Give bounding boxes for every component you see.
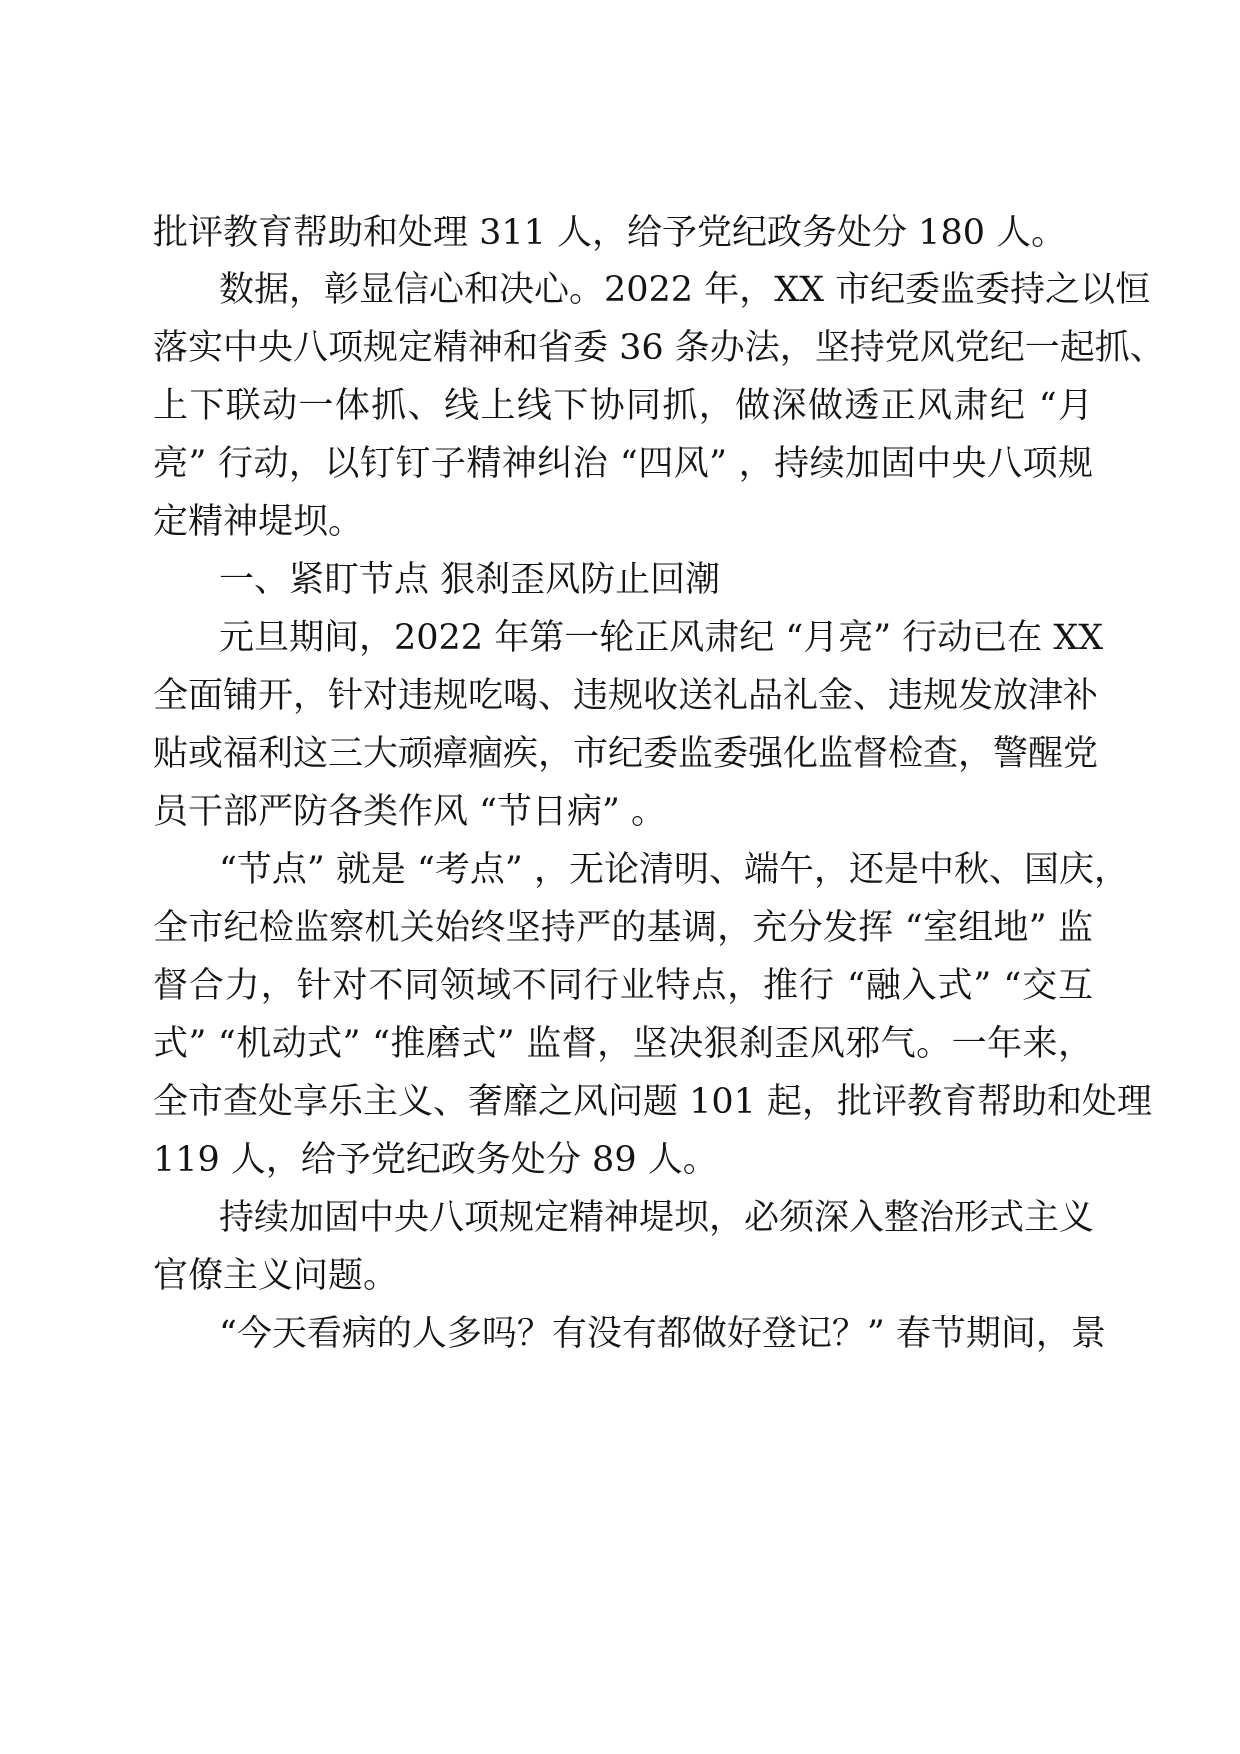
text-line: 贴或福利这三大顽瘴痼疾，市纪委监委强化监督检查，警醒党 [153,734,1099,774]
text-line: 式” “机动式” “推磨式” 监督，坚决狠刹歪风邪气。一年来， [153,1024,1093,1064]
text-line: “今天看病的人多吗？有没有都做好登记？” 春节期间，景 [219,1314,1106,1354]
text-line: 全市查处享乐主义、奢靡之风问题 101 起，批评教育帮助和处理 [153,1082,1153,1122]
text-line: 持续加固中央八项规定精神堤坝，必须深入整治形式主义 [219,1198,1095,1238]
text-line: 全市纪检监察机关始终坚持严的基调，充分发挥 “室组地” 监 [153,908,1093,948]
text-line: 上下联动一体抓、线上线下协同抓，做深做透正风肃纪 “月 [153,386,1093,426]
text-line: 119 人，给予党纪政务处分 89 人。 [153,1140,718,1180]
text-line: 元旦期间，2022 年第一轮正风肃纪 “月亮” 行动已在 XX [219,618,1104,658]
text-line: 亮” 行动，以钉钉子精神纠治 “四风” ，持续加固中央八项规 [153,444,1093,484]
text-line: 员干部严防各类作风 “节日病” 。 [153,792,667,832]
text-line: 定精神堤坝。 [153,502,364,542]
section-heading: 一、紧盯节点 狠刹歪风防止回潮 [219,560,721,600]
text-line: “节点” 就是 “考点” ，无论清明、端午，还是中秋、国庆， [219,850,1129,890]
text-line: 数据，彰显信心和决心。2022 年，XX 市纪委监委持之以恒 [219,270,1151,310]
text-line: 全面铺开，针对违规吃喝、违规收送礼品礼金、违规发放津补 [153,676,1099,716]
text-line: 批评教育帮助和处理 311 人，给予党纪政务处分 180 人。 [153,213,1067,253]
text-line: 督合力，针对不同领域不同行业特点，推行 “融入式” “交互 [153,966,1093,1006]
text-line: 落实中央八项规定精神和省委 36 条办法，坚持党风党纪一起抓、 [153,328,1165,368]
text-line: 官僚主义问题。 [153,1256,399,1296]
